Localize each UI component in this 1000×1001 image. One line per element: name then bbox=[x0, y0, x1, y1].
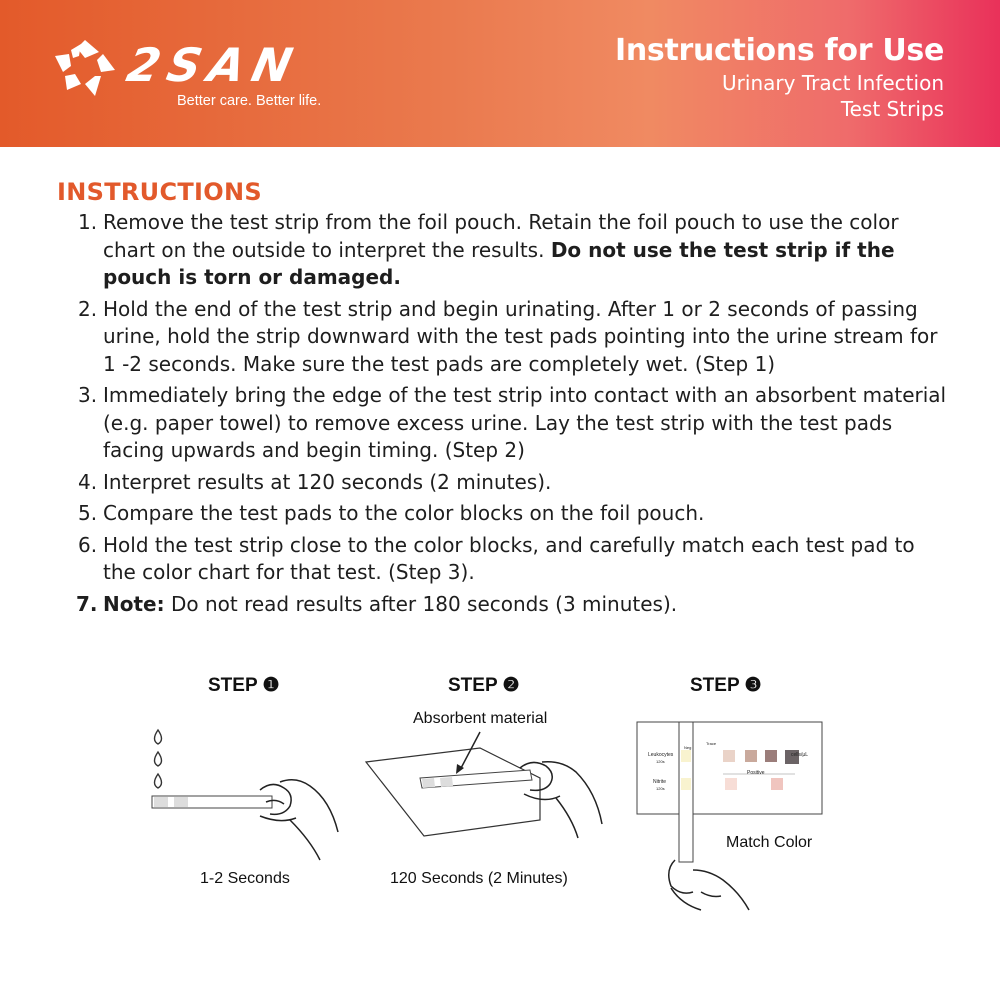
step1-illustration bbox=[140, 720, 355, 870]
step3-caption: Match Color bbox=[726, 834, 813, 851]
instruction-step-1: 1. Remove the test strip from the foil pouch. Retain the foil pouch to use the color chart on the outside to interpret the results. Do not use the test strip if the pouch is torn or damaged. bbox=[78, 210, 899, 289]
step3-illustration bbox=[635, 720, 835, 925]
absorbent-paper bbox=[366, 748, 540, 836]
step3-label: STEP ❸ bbox=[690, 675, 762, 696]
instruction-step-2: 2. Hold the end of the test strip and begin urinating. After 1 or 2 seconds of passing urine, hold the strip downward with the test pads pointing into the urine stream for 1 -2 seconds. Make sure the test pads are completely wet. (Step 1) bbox=[78, 296, 938, 376]
instruction-step-4: 4. Interpret results at 120 seconds (2 minutes). bbox=[78, 469, 552, 494]
step2-caption: 120 Seconds (2 Minutes) bbox=[390, 870, 568, 887]
instruction-step-6: 6. Hold the test strip close to the color blocks, and carefully match each test pad to the color chart for that test. (Step 3). bbox=[78, 532, 915, 584]
instruction-step-3: 3. Immediately bring the edge of the test strip into contact with an absorbent material (e.g. paper towel) to remove excess urine. Lay the test strip with the test pads facing upwards and begin timing. (Step 2) bbox=[78, 383, 947, 462]
page-title: Instructions for Use bbox=[614, 33, 944, 68]
urine-drops-icon bbox=[155, 730, 162, 788]
step1-caption: 1-2 Seconds bbox=[200, 870, 290, 887]
chart-trace-label: Trace bbox=[706, 741, 717, 746]
chart-positive-label: Positive bbox=[747, 770, 765, 776]
page-subtitle-line1: Urinary Tract Infection bbox=[722, 71, 944, 95]
brand-logo-icon bbox=[55, 40, 115, 96]
chart-neg-label: Neg bbox=[684, 745, 692, 750]
chart-row2-sub: 120s bbox=[656, 786, 665, 791]
instruction-step-5: 5. Compare the test pads to the color blocks on the foil pouch. bbox=[78, 501, 705, 525]
page-subtitle-line2: Test Strips bbox=[840, 97, 944, 121]
hand-icon bbox=[669, 860, 749, 910]
header-banner bbox=[0, 0, 1000, 147]
step2-annotation: Absorbent material bbox=[413, 710, 548, 727]
brand-tagline: Better care. Better life. bbox=[177, 93, 322, 109]
section-heading: INSTRUCTIONS bbox=[57, 178, 262, 206]
chart-units-label: cells/µL bbox=[791, 752, 809, 758]
steps-illustration bbox=[0, 660, 1000, 960]
step2-label: STEP ❷ bbox=[448, 675, 520, 696]
chart-row1-sub: 120s bbox=[656, 759, 665, 764]
brand-name: 2SAN bbox=[122, 38, 305, 92]
step2-illustration bbox=[360, 728, 615, 868]
chart-row1-label: Leukocytes bbox=[648, 752, 674, 758]
instruction-step-7: 7. Note: Do not read results after 180 seconds (3 minutes). bbox=[76, 591, 678, 616]
color-chart bbox=[637, 722, 822, 814]
hand-icon bbox=[260, 780, 338, 860]
warning-text: Do not use the test strip if the pouch is torn or damaged. bbox=[103, 237, 895, 289]
instruction-list bbox=[72, 209, 952, 622]
chart-row2-label: Nitrite bbox=[653, 779, 667, 785]
step1-label: STEP ❶ bbox=[208, 675, 280, 696]
test-strip bbox=[679, 722, 693, 862]
